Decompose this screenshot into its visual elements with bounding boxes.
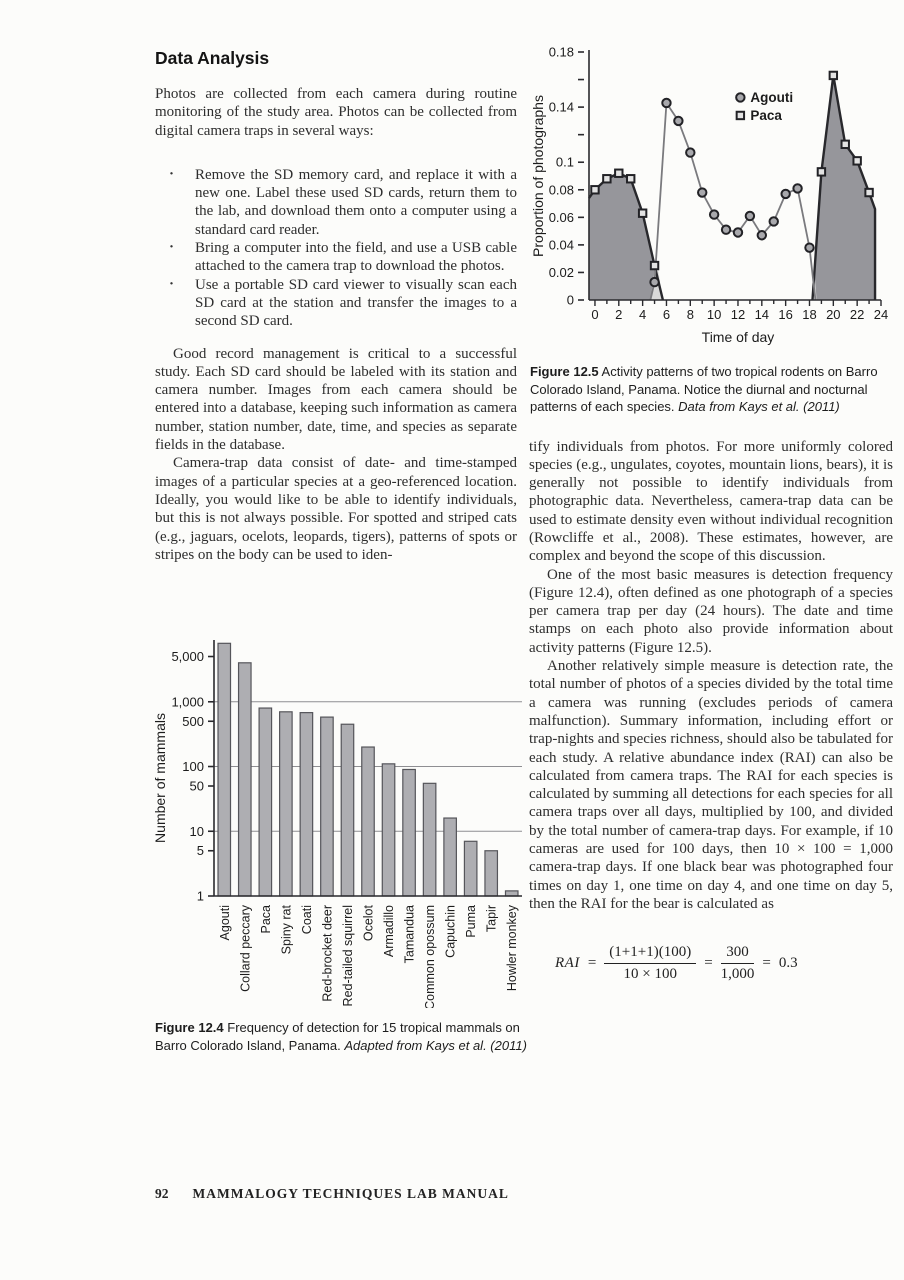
svg-text:14: 14 (754, 307, 770, 322)
svg-text:5,000: 5,000 (171, 649, 204, 665)
svg-text:0.14: 0.14 (548, 99, 574, 115)
svg-text:1: 1 (196, 888, 204, 904)
figure-12-4 (150, 630, 532, 1054)
rai-formula (555, 943, 893, 984)
caption-text: Frequency of detection for 15 tropical mammals on Barro Colorado Island, Panama. (155, 1020, 520, 1053)
svg-text:Number of mammals: Number of mammals (152, 713, 168, 843)
svg-text:8: 8 (686, 307, 694, 322)
svg-text:0: 0 (566, 292, 574, 308)
formula-result: 0.3 (778, 954, 798, 971)
equals-sign: = (587, 954, 597, 971)
right-column-text (529, 438, 893, 914)
right-column (529, 38, 893, 984)
svg-text:22: 22 (849, 307, 865, 322)
svg-text:0.18: 0.18 (548, 44, 574, 60)
svg-text:0.04: 0.04 (548, 237, 574, 253)
svg-text:Tapir: Tapir (484, 905, 499, 933)
caption-label: Figure 12.5 (530, 364, 599, 379)
bullet-list (155, 166, 517, 331)
svg-text:Tamandua: Tamandua (402, 905, 417, 964)
svg-text:Proportion of photographs: Proportion of photographs (530, 95, 546, 257)
svg-text:2: 2 (615, 307, 623, 322)
svg-text:10: 10 (706, 307, 722, 322)
caption-label: Figure 12.4 (155, 1020, 224, 1035)
svg-text:Agouti: Agouti (750, 89, 794, 105)
section-heading: Data Analysis (155, 48, 270, 68)
svg-text:Puma: Puma (464, 905, 479, 938)
page-number: 92 (155, 1186, 169, 1201)
svg-text:4: 4 (639, 307, 647, 322)
denominator: 10 × 100 (623, 965, 677, 982)
caption-text: Activity patterns of two tropical rodents on Barro Colorado Island, Panama. Notice the diurnal and nocturnal patterns of each species. (530, 364, 878, 414)
svg-text:1,000: 1,000 (171, 694, 204, 710)
paragraph-detection-frequency: One of the most basic measures is detection frequency (Figure 12.4), often defined as one photograph of a species per camera trap per day (24 hours). The date and time stamps on each photo also provide information about activity patterns (Figure 12.5). (529, 566, 893, 656)
paragraph-detection-rate: Another relatively simple measure is detection rate, the total number of photos of a species divided by the total time a camera was running (excludes periods of camera malfunction). Summary information, including effort or trap-nights and species richness, should also be tabulated for each study. A relative abundance index (RAI) can also be calculated from camera traps. The RAI for each species is calculated by summing all detections for each species for all camera traps over all days, multiplied by 100, and divided by the total number of camera-trap days. For example, if 10 cameras are used for 100 days, then 10 × 100 = 1,000 camera-trap days. If one black bear was photographed four times on day 1, one time on day 4, and one time on day 5, then the RAI for the bear is calculated as (529, 658, 893, 912)
bullet-item: · Bring a computer into the field, and use a USB cable attached to the camera trap to download the photos. (155, 239, 517, 276)
bullet-item: · Use a portable SD card viewer to visually scan each SD card at the station and transfer the images to a second SD card. (155, 276, 517, 331)
svg-text:Paca: Paca (258, 905, 273, 934)
svg-text:10: 10 (189, 823, 204, 839)
page-footer (155, 1186, 509, 1202)
svg-text:Coati: Coati (299, 905, 314, 935)
paragraph-camera-trap-data: Camera-trap data consist of date- and time-stamped images of a particular species at a geo-referenced location. Ideally, you would like to be able to identify individuals, but this is not always possible. For spotted and striped cats (e.g., jaguars, ocelots, leopards, tigers), patterns of spots or stripes on the body can be used to iden- (155, 455, 517, 563)
equals-sign: = (704, 954, 713, 971)
svg-text:100: 100 (182, 759, 204, 775)
svg-text:Spiny rat: Spiny rat (279, 905, 294, 955)
bullet-item: · Remove the SD memory card, and replace it with a new one. Label these used SD cards, return them to the lab, and download them onto a computer using a standard card reader. (155, 166, 517, 239)
svg-text:18: 18 (802, 307, 817, 322)
numerator: 300 (721, 943, 754, 964)
svg-text:Common opossum: Common opossum (423, 905, 438, 1008)
svg-text:500: 500 (182, 713, 204, 729)
numerator: (1+1+1)(100) (604, 943, 696, 964)
caption-source: Data from Kays et al. (2011) (678, 399, 840, 414)
fraction (604, 943, 696, 984)
equals-sign: = (762, 954, 771, 971)
paragraph-identify: tify individuals from photos. For more uniformly colored species (e.g., ungulates, coyotes, mountain lions, bears), it is generally not possible to identify individuals from photographic data. Nevertheless, camera-trap data can be used to estimate density even without individual recognition (Rowcliffe et al., 2008). These estimates, however, are complex and beyond the scope of this discussion. (529, 438, 893, 565)
paragraph-records: Good record management is critical to a successful study. Each SD card should be labeled with its station and camera number. Images from each camera should be entered into a database, keeping such information as camera number, station number, date, time, and species as separate fields in the database. (155, 345, 517, 454)
formula-lhs: RAI (555, 954, 580, 971)
svg-text:Red-brocket deer: Red-brocket deer (320, 905, 335, 1002)
paragraph-intro: Photos are collected from each camera during routine monitoring of the study area. Photos can be collected from digital camera traps in several ways: (155, 86, 517, 139)
svg-text:Time of day: Time of day (701, 329, 775, 345)
line-chart (529, 38, 891, 350)
svg-text:Howler monkey: Howler monkey (505, 905, 520, 992)
caption-source: Adapted from Kays et al. (2011) (344, 1037, 527, 1053)
svg-text:Agouti: Agouti (217, 905, 232, 941)
svg-text:6: 6 (662, 307, 671, 322)
left-column (155, 48, 517, 564)
svg-text:20: 20 (826, 307, 841, 322)
svg-text:Red-tailed squirrel: Red-tailed squirrel (340, 905, 355, 1007)
svg-text:0.02: 0.02 (548, 264, 574, 280)
figure-12-5-caption (530, 363, 893, 416)
footer-title: MAMMALOGY TECHNIQUES LAB MANUAL (192, 1186, 509, 1201)
svg-text:50: 50 (189, 778, 204, 794)
figure-12-4-caption (155, 1019, 532, 1054)
svg-text:Capuchin: Capuchin (443, 905, 458, 958)
bar-chart (150, 630, 532, 1008)
svg-text:24: 24 (873, 307, 889, 322)
svg-text:0.06: 0.06 (548, 209, 574, 225)
svg-text:0: 0 (591, 307, 599, 322)
fraction (721, 943, 755, 984)
svg-text:Armadillo: Armadillo (382, 905, 397, 958)
svg-text:12: 12 (730, 307, 746, 322)
denominator: 1,000 (720, 965, 755, 982)
svg-text:0.1: 0.1 (555, 154, 574, 170)
svg-text:16: 16 (778, 307, 793, 322)
svg-text:0.08: 0.08 (548, 182, 574, 198)
svg-text:5: 5 (196, 843, 204, 859)
svg-text:Ocelot: Ocelot (361, 905, 376, 942)
svg-text:Paca: Paca (750, 107, 782, 123)
svg-text:Collard peccary: Collard peccary (238, 905, 253, 992)
